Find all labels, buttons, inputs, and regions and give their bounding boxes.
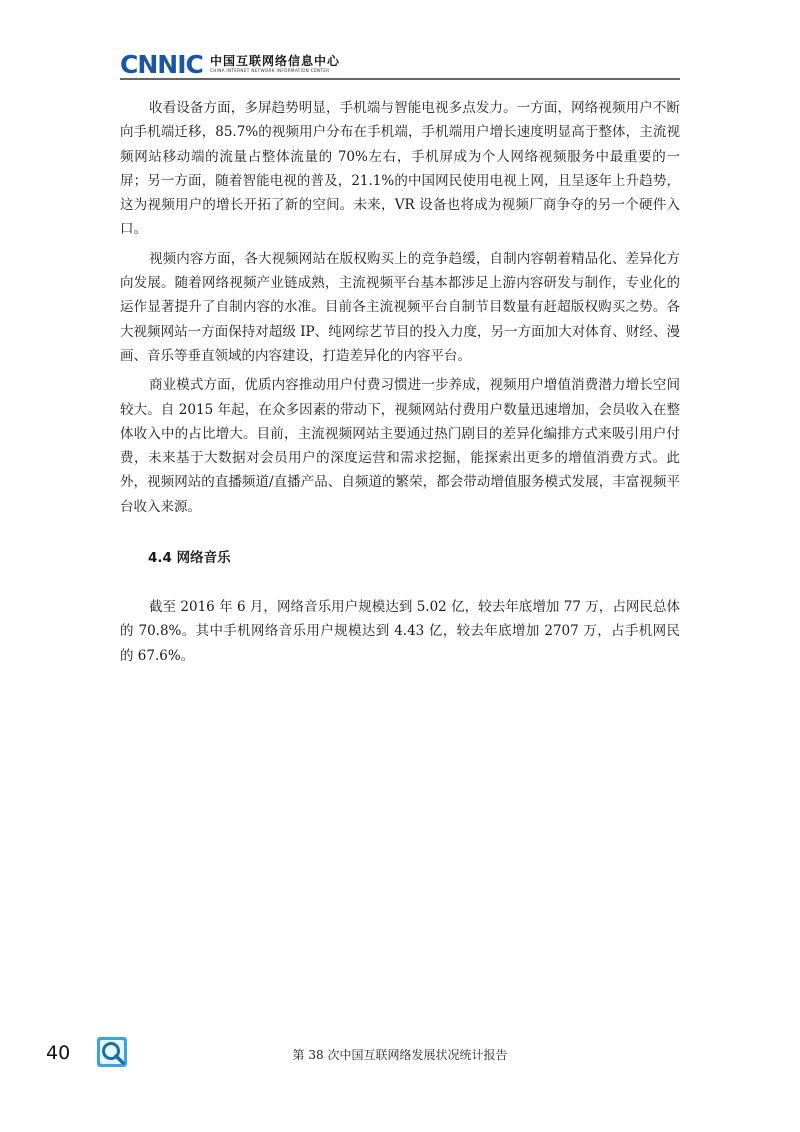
main-content (120, 96, 680, 673)
logo-chinese-name: 中国互联网络信息中心 (210, 54, 341, 68)
paragraph-business-model: 商业模式方面，优质内容推动用户付费习惯进一步养成，视频用户增值消费潜力增长空间较大。自 2015 年起，在众多因素的带动下，视频网站付费用户数量迅速增加，会员收入在整体收入中的占比增大。目前，主流视频网站主要通过热门剧目的差异化编排方式来吸引用户付费，未来基于大数据对会员用户的深度运营和需求挖掘，能探索出更多的增值消费方式。此外，视频网站的直播频道/直播产品、自频道的繁荣，都会带动增值服务模式发展，丰富视频平台收入来源。 (120, 377, 680, 515)
paragraph-online-music: 截至 2016 年 6 月，网络音乐用户规模达到 5.02 亿，较去年底增加 77 万，占网民总体的 70.8%。其中手机网络音乐用户规模达到 4.43 亿，较去年底增加 2707 万，占手机网民的 67.6%。 (120, 599, 680, 664)
page-footer (0, 1030, 800, 1080)
logo-mark: CNNIC (120, 50, 203, 79)
report-title: 第 38 次中国互联网络发展状况统计报告 (292, 1048, 508, 1062)
logo-english-name: CHINA INTERNET NETWORK INFORMATION CENTER (210, 68, 330, 73)
page-number: 40 (46, 1042, 71, 1064)
paragraph-viewing-devices: 收看设备方面，多屏趋势明显，手机端与智能电视多点发力。一方面，网络视频用户不断向手机端迁移，85.7%的视频用户分布在手机端，手机端用户增长速度明显高于整体，主流视频网站移动端的流量占整体流量的 70%左右，手机屏成为个人网络视频服务中最重要的一屏；另一方面，随着智能电视的普及，21.1%的中国网民使用电视上网，且呈逐年上升趋势，这为视频用户的增长开拓了新的空间。未来，VR 设备也将成为视频厂商争夺的另一个硬件入口。 (120, 100, 680, 238)
logo-text (210, 54, 340, 74)
cnnic-logo (120, 52, 203, 78)
section-heading: 4.4 网络音乐 (148, 550, 231, 567)
header-divider (120, 78, 680, 80)
page-header (120, 52, 680, 82)
paragraph-video-content: 视频内容方面，各大视频网站在版权购买上的竞争趋缓，自制内容朝着精品化、差异化方向发展。随着网络视频产业链成熟，主流视频平台基本都涉足上游内容研发与制作，专业化的运作显著提升了自制内容的水准。目前各主流视频平台自制节目数量有赶超版权购买之势。各大视频网站一方面保持对超级 IP、纯网综艺节目的投入力度，另一方面加大对体育、财经、漫画、音乐等垂直领域的内容建设，打造差异化的内容平台。 (120, 250, 680, 364)
